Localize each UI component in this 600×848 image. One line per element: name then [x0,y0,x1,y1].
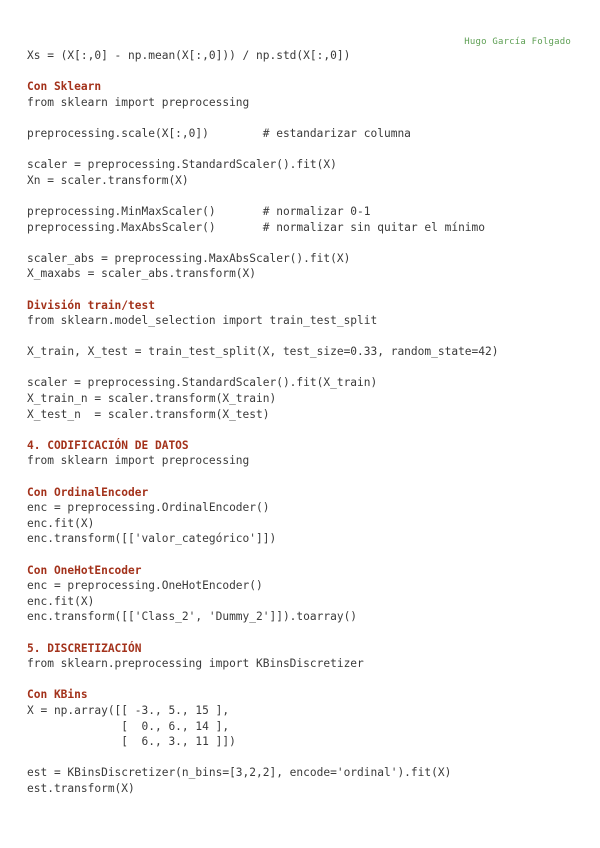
code-line: scaler = preprocessing.StandardScaler().fit(X_train) [27,376,378,390]
author-name: Hugo García Folgado [464,37,571,47]
code-line: from sklearn import preprocessing [27,95,250,109]
notes-content [27,48,590,797]
blank-line [27,235,590,251]
blank-line [27,547,590,563]
code-line: Xn = scaler.transform(X) [27,173,189,187]
section-heading: Con OrdinalEncoder [27,485,149,499]
code-line: preprocessing.MaxAbsScaler() # normalizar sin quitar el mínimo [27,220,486,234]
blank-line [27,329,590,345]
blank-line [27,672,590,688]
blank-line [27,625,590,641]
section-heading: Con OneHotEncoder [27,563,142,577]
code-line: preprocessing.MinMaxScaler() # normalizar 0-1 [27,204,371,218]
code-line: from sklearn import preprocessing [27,454,250,468]
code-line: X = np.array([[ -3., 5., 15 ], [27,703,230,717]
code-line: scaler = preprocessing.StandardScaler().fit(X) [27,158,337,172]
code-line: X_test_n = scaler.transform(X_test) [27,407,270,421]
code-line: preprocessing.scale(X[:,0]) # estandarizar columna [27,126,411,140]
code-line: scaler_abs = preprocessing.MaxAbsScaler().fit(X) [27,251,351,265]
code-line: from sklearn.model_selection import train_test_split [27,314,378,328]
code-line: enc.fit(X) [27,594,95,608]
section-heading: Con Sklearn [27,80,102,94]
code-line: enc = preprocessing.OneHotEncoder() [27,579,263,593]
code-line: from sklearn.preprocessing import KBinsDiscretizer [27,657,364,671]
blank-line [27,142,590,158]
section-heading: 5. DISCRETIZACIÓN [27,641,142,655]
code-line: enc.transform([['valor_categórico']]) [27,532,277,546]
blank-line [27,64,590,80]
code-line: enc = preprocessing.OrdinalEncoder() [27,501,270,515]
blank-line [27,360,590,376]
section-heading: Con KBins [27,688,88,702]
blank-line [27,282,590,298]
code-line: enc.transform([['Class_2', 'Dummy_2']]).toarray() [27,610,358,624]
code-line: est.transform(X) [27,781,135,795]
code-line: Xs = (X[:,0] - np.mean(X[:,0])) / np.std(X[:,0]) [27,49,351,62]
code-line: [ 6., 3., 11 ]]) [27,735,236,749]
blank-line [27,750,590,766]
blank-line [27,469,590,485]
code-line: X_train, X_test = train_test_split(X, test_size=0.33, random_state=42) [27,345,499,359]
code-line: X_maxabs = scaler_abs.transform(X) [27,267,257,281]
section-heading: División train/test [27,298,155,312]
code-line: [ 0., 6., 14 ], [27,719,230,733]
code-line: X_train_n = scaler.transform(X_train) [27,392,277,406]
blank-line [27,110,590,126]
code-line: est = KBinsDiscretizer(n_bins=[3,2,2], encode='ordinal').fit(X) [27,766,452,780]
blank-line [27,188,590,204]
section-heading: 4. CODIFICACIÓN DE DATOS [27,438,189,452]
code-line: enc.fit(X) [27,516,95,530]
blank-line [27,422,590,438]
